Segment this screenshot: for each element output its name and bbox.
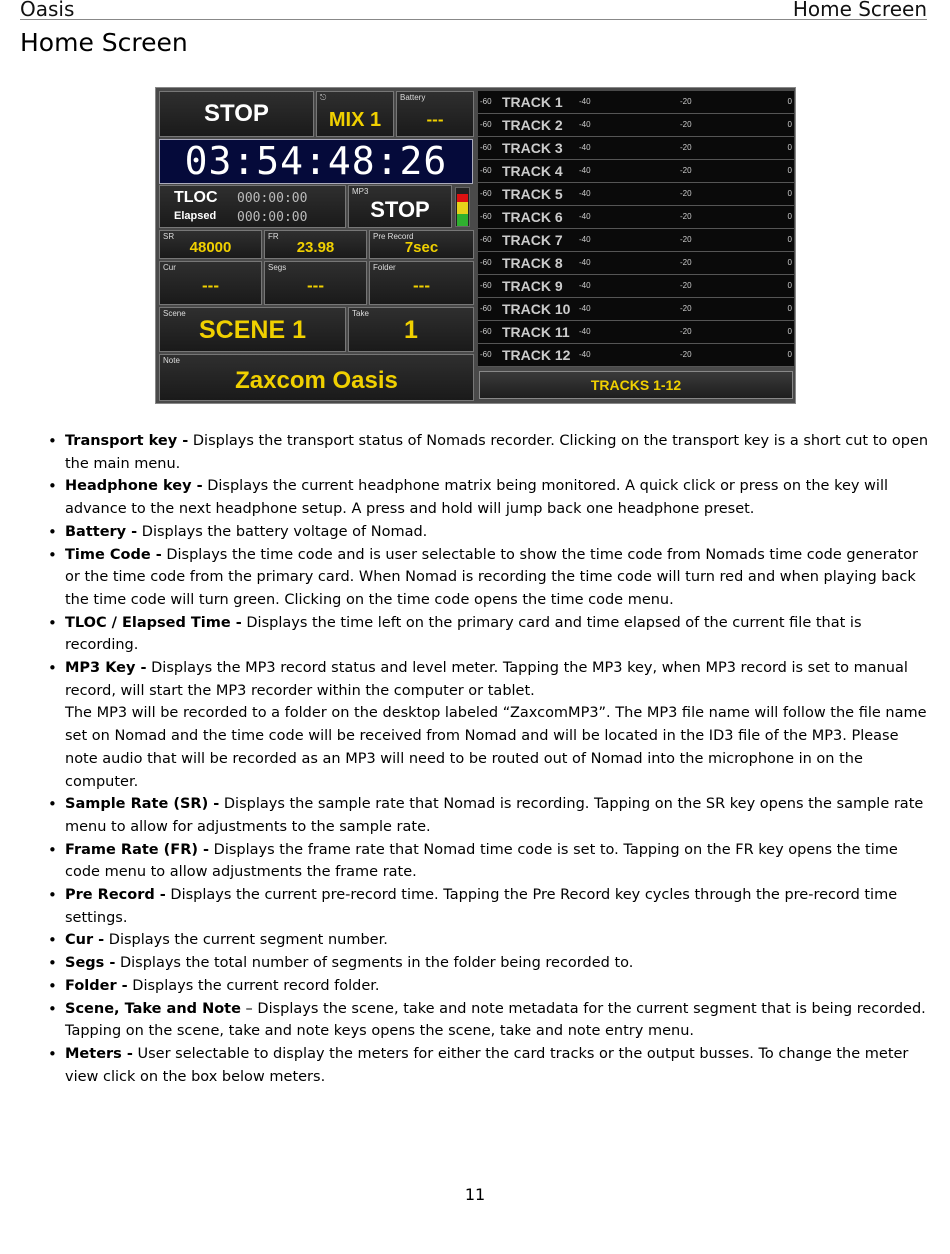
meter-scale-label: -40 (579, 97, 591, 106)
tloc-elapsed-key[interactable]: TLOC 000:00:00 Elapsed 000:00:00 (159, 185, 346, 228)
list-item (45, 521, 935, 544)
track-meter-row (478, 275, 794, 298)
list-item (45, 475, 935, 520)
list-item (45, 793, 935, 838)
list-item (45, 544, 935, 612)
meter-scale-label: -60 (480, 350, 492, 359)
list-item-text: Displays the total number of segments in the folder being recorded to. (115, 955, 634, 972)
list-item (45, 657, 935, 793)
track-name: TRACK 10 (502, 301, 571, 317)
meter-scale-label: 0 (787, 212, 792, 221)
scene-key[interactable]: Scene SCENE 1 (159, 307, 346, 352)
meter-scale-label: -20 (680, 97, 692, 106)
meter-scale-label: -20 (680, 327, 692, 336)
track-meter-row (478, 229, 794, 252)
mp3-key[interactable]: MP3 STOP (348, 185, 452, 228)
list-item-term: Headphone key - (65, 478, 203, 495)
meter-scale-label: -60 (480, 327, 492, 336)
list-item (45, 952, 935, 975)
meter-scale-label: -60 (480, 189, 492, 198)
sample-rate-key[interactable]: SR 48000 (159, 230, 262, 259)
track-name: TRACK 4 (502, 163, 563, 179)
meter-scale-label: -40 (579, 120, 591, 129)
track-meter-row (478, 206, 794, 229)
meter-scale-label: 0 (787, 120, 792, 129)
meter-scale-label: -60 (480, 143, 492, 152)
description-list (45, 430, 935, 1088)
meter-scale-label: -20 (680, 120, 692, 129)
tracks-select-button[interactable]: TRACKS 1-12 (479, 371, 793, 399)
track-name: TRACK 7 (502, 232, 563, 248)
meter-scale-label: 0 (787, 304, 792, 313)
list-item (45, 998, 935, 1043)
note-key[interactable]: Note Zaxcom Oasis (159, 354, 474, 401)
track-name: TRACK 8 (502, 255, 563, 271)
pre-record-key[interactable]: Pre Record 7sec (369, 230, 474, 259)
track-meter-row (478, 344, 794, 367)
track-meter-row (478, 183, 794, 206)
mp3-level-meter (455, 187, 470, 227)
meter-scale-label: 0 (787, 258, 792, 267)
meter-scale-label: -20 (680, 166, 692, 175)
list-item-text: User selectable to display the meters for either the card tracks or the output busses. To change the meter view click on the box below meters. (65, 1045, 909, 1085)
meter-scale-label: -60 (480, 97, 492, 106)
headphone-key[interactable]: ⎋ MIX 1 (316, 91, 394, 137)
meter-scale-label: -40 (579, 235, 591, 244)
list-item-text: Displays the current headphone matrix being monitored. A quick click or press on the key will advance to the next headphone setup. A press and hold will jump back one headphone preset. (65, 478, 889, 518)
meter-scale-label: -40 (579, 281, 591, 290)
cur-key[interactable]: Cur --- (159, 261, 262, 305)
track-name: TRACK 9 (502, 278, 563, 294)
meter-scale-label: 0 (787, 143, 792, 152)
meter-scale-label: -40 (579, 212, 591, 221)
page-number: 11 (464, 1185, 486, 1204)
meter-scale-label: 0 (787, 327, 792, 336)
list-item-term: Pre Record - (65, 887, 166, 904)
list-item-text: Displays the battery voltage of Nomad. (137, 523, 428, 540)
list-item-term: Segs - (65, 955, 116, 972)
list-item-text: Displays the current record folder. (127, 977, 380, 994)
meter-scale-label: -60 (480, 304, 492, 313)
meter-scale-label: -60 (480, 166, 492, 175)
list-item-text: Displays the current segment number. (104, 932, 388, 949)
track-meter-row (478, 298, 794, 321)
track-name: TRACK 2 (502, 117, 563, 133)
track-name: TRACK 1 (502, 94, 563, 110)
list-item-term: Time Code - (65, 546, 162, 563)
track-name: TRACK 3 (502, 140, 563, 156)
list-item-term: Frame Rate (FR) - (65, 841, 210, 858)
meter-scale-label: -60 (480, 235, 492, 244)
oasis-home-screen-figure (155, 87, 796, 404)
folder-key[interactable]: Folder --- (369, 261, 474, 305)
meter-scale-label: -40 (579, 143, 591, 152)
meter-scale-label: -20 (680, 212, 692, 221)
meter-scale-label: -40 (579, 350, 591, 359)
list-item-term: Transport key - (65, 433, 189, 449)
track-name: TRACK 11 (502, 324, 570, 340)
take-key[interactable]: Take 1 (348, 307, 474, 352)
list-item (45, 430, 935, 475)
list-item-text: Displays the transport status of Nomads recorder. Clicking on the transport key is a short cut to open the main menu. (65, 433, 929, 472)
list-item-continuation: The MP3 will be recorded to a folder on the desktop labeled “ZaxcomMP3”. The MP3 file name will follow the file name set on Nomad and the time code will be received from Nomad and will be located in the ID3 file of the MP3. Please note audio that will be recorded as an MP3 will need to be routed out of Nomad into the microphone in on the computer. (65, 705, 927, 790)
meter-scale-label: -40 (579, 189, 591, 198)
list-item-term: Cur - (65, 932, 105, 949)
meter-scale-label: -60 (480, 281, 492, 290)
meter-scale-label: -40 (579, 166, 591, 175)
list-item-term: Meters - (65, 1045, 133, 1062)
list-item-text: – Displays the scene, take and note metadata for the current segment that is being recorded. Tapping on the scene, take and note keys opens the scene, take and note entry menu. (65, 1000, 926, 1040)
meter-scale-label: 0 (787, 166, 792, 175)
meter-scale-label: -20 (680, 258, 692, 267)
meter-scale-label: 0 (787, 97, 792, 106)
list-item-term: Scene, Take and Note (65, 1000, 241, 1017)
page-title: Home Screen (20, 28, 188, 57)
meter-scale-label: 0 (787, 350, 792, 359)
list-item-term: Sample Rate (SR) - (65, 796, 220, 813)
list-item (45, 975, 935, 998)
running-header (20, 0, 927, 20)
list-item-text: Displays the time code and is user selectable to show the time code from Nomads time code generator or the time code from the primary card. When Nomad is recording the time code will turn red and when playing back the time code will turn green. Clicking on the time code opens the time code menu. (65, 546, 918, 608)
meter-scale-label: 0 (787, 281, 792, 290)
track-meter-row (478, 114, 794, 137)
track-meter-row (478, 252, 794, 275)
battery-key[interactable]: Battery --- (396, 91, 474, 137)
list-item (45, 1043, 935, 1088)
header-left: Oasis (20, 0, 75, 21)
track-meter-row (478, 91, 794, 114)
track-meter-row (478, 137, 794, 160)
meter-scale-label: -40 (579, 258, 591, 267)
frame-rate-key[interactable]: FR 23.98 (264, 230, 367, 259)
meter-scale-label: -20 (680, 304, 692, 313)
list-item-term: TLOC / Elapsed Time - (65, 614, 242, 631)
header-right: Home Screen (792, 0, 927, 21)
meter-scale-label: -60 (480, 258, 492, 267)
timecode-display[interactable]: 03:54:48:26 (159, 139, 473, 184)
meter-scale-label: -20 (680, 350, 692, 359)
segs-key[interactable]: Segs --- (264, 261, 367, 305)
track-meters[interactable] (478, 91, 794, 367)
meter-scale-label: -20 (680, 189, 692, 198)
meter-scale-label: -60 (480, 120, 492, 129)
list-item-text: Displays the current pre-record time. Tapping the Pre Record key cycles through the pre-record time settings. (65, 887, 898, 926)
meter-scale-label: 0 (787, 189, 792, 198)
meter-scale-label: -40 (579, 327, 591, 336)
meter-scale-label: -20 (680, 235, 692, 244)
list-item-text: Displays the MP3 record status and level meter. Tapping the MP3 key, when MP3 record is set to manual record, will start the MP3 recorder within the computer or tablet. (65, 660, 908, 699)
transport-key[interactable]: STOP (159, 91, 314, 137)
track-name: TRACK 6 (502, 209, 563, 225)
meter-scale-label: 0 (787, 235, 792, 244)
track-name: TRACK 12 (502, 347, 571, 363)
meter-scale-label: -40 (579, 304, 591, 313)
list-item (45, 884, 935, 929)
list-item-text: Displays the sample rate that Nomad is recording. Tapping on the SR key opens the sample rate menu to allow for adjustments to the sample rate. (65, 796, 924, 835)
track-meter-row (478, 321, 794, 344)
list-item (45, 839, 935, 884)
meter-scale-label: -20 (680, 281, 692, 290)
list-item-term: Battery - (65, 523, 138, 540)
list-item (45, 612, 935, 657)
track-name: TRACK 5 (502, 186, 563, 202)
track-meter-row (478, 160, 794, 183)
list-item-term: MP3 Key - (65, 660, 147, 677)
meter-scale-label: -60 (480, 212, 492, 221)
list-item-text: Displays the frame rate that Nomad time code is set to. Tapping on the FR key opens the time code menu to allow adjustments the frame rate. (65, 841, 898, 881)
list-item-term: Folder - (65, 977, 128, 994)
list-item (45, 929, 935, 952)
meter-scale-label: -20 (680, 143, 692, 152)
list-item-text: Displays the time left on the primary card and time elapsed of the current file that is recording. (65, 614, 862, 654)
headphone-icon: ⎋ (320, 93, 327, 102)
